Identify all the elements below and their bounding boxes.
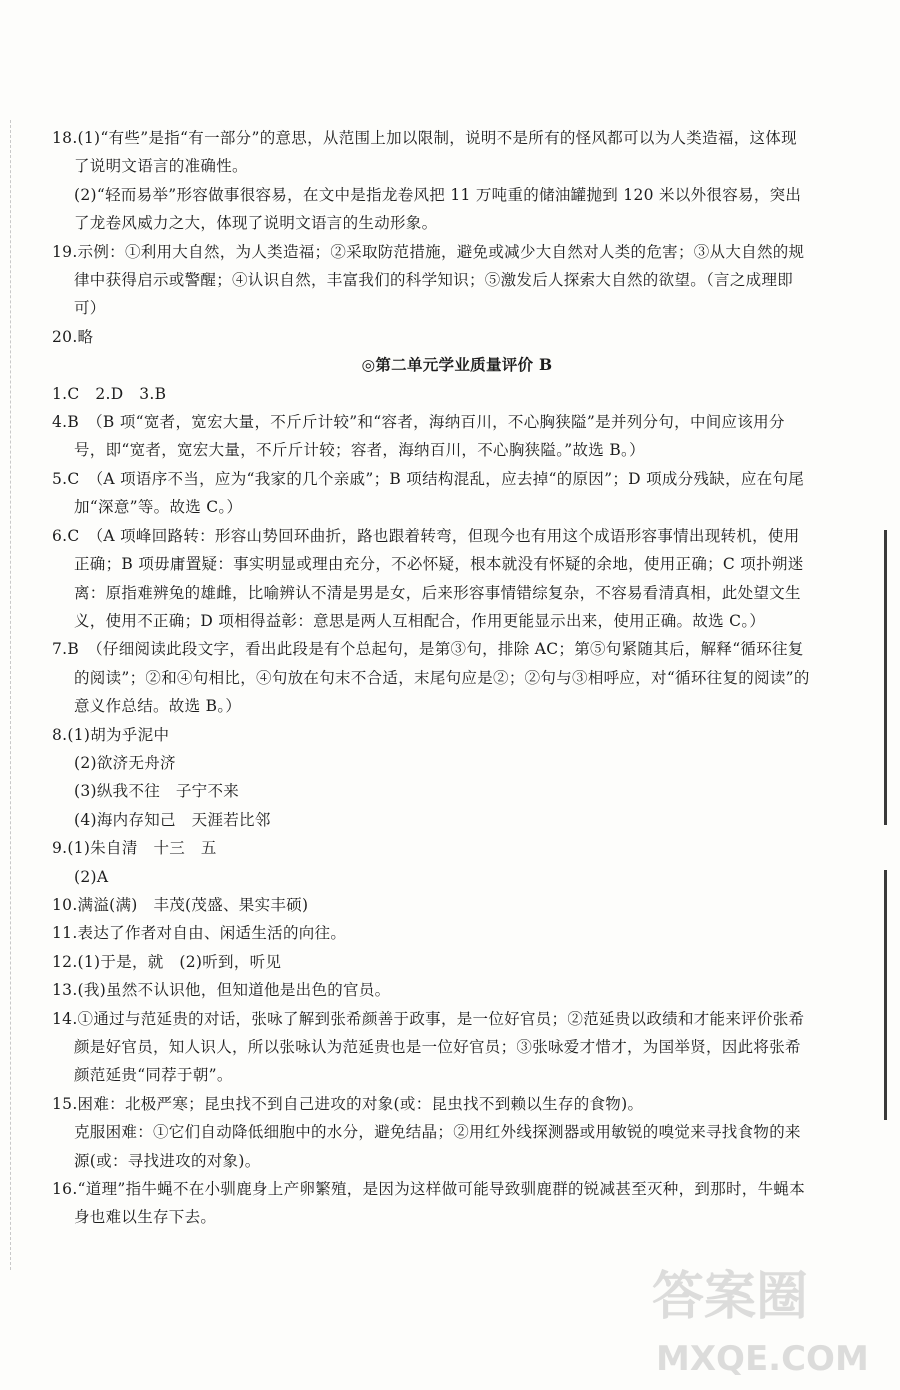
answer-12: 12.(1)于是，就 (2)听到，听见 <box>52 952 282 971</box>
answer-8-4: (4)海内存知己 天涯若比邻 <box>74 810 271 829</box>
watermark-line1: 答案圈 <box>652 1267 809 1327</box>
binding-margin-line <box>10 120 11 1270</box>
answer-13: 13.(我)虽然不认识他，但知道他是出色的官员。 <box>52 981 391 1000</box>
answer-16: 16.“道理”指牛蝇不在小驯鹿身上产卵繁殖，是因为这样做可能导致驯鹿群的锐减甚至灭种，到那时，牛蝇本身也难以生存下去。 <box>52 1180 806 1227</box>
answer-10: 10.满溢(满) 丰茂(茂盛、果实丰硕) <box>52 895 309 914</box>
answer-7: 7.B （仔细阅读此段文字，看出此段是有个总起句，是第③句，排除 AC；第⑤句紧随其后，解释“循环往复的阅读”；②和④句相比，④句放在句末不合适，末尾句应是②；②句与③相呼应，对“循环往复的阅读”的意义作总结。故选 B。） <box>52 640 810 716</box>
answer-15-1: 15.困难：北极严寒；昆虫找不到自己进攻的对象(或：昆虫找不到赖以生存的食物)。 <box>52 1094 644 1113</box>
answer-11: 11.表达了作者对自由、闲适生活的向往。 <box>52 924 347 943</box>
answer-9-1: 9.(1)朱自清 十三 五 <box>52 839 217 858</box>
scan-edge-mark <box>884 530 887 825</box>
answer-15-2: 克服困难：①它们自动降低细胞中的水分，避免结晶；②用红外线探测器或用敏锐的嗅觉来寻找食物的来源(或：寻找进攻的对象)。 <box>74 1123 801 1170</box>
watermark-logo <box>642 1252 882 1382</box>
section-title: ◎第二单元学业质量评价 B <box>361 355 553 375</box>
answer-14: 14.①通过与范延贵的对话，张咏了解到张希颜善于政事，是一位好官员；②范延贵以政绩和才能来评价张希颜是好官员，知人识人，所以张咏认为范延贵也是一位好官员；③张咏爱才惜才，为国举贤，因此将张希颜范延贵“同荐于朝”。 <box>52 1009 805 1085</box>
answer-content <box>52 124 812 1232</box>
answer-20: 20.略 <box>52 327 94 346</box>
watermark-line2: MXQE.COM <box>656 1339 869 1379</box>
answer-8-1: 8.(1)胡为乎泥中 <box>52 725 170 744</box>
answer-18-1: 18.(1)“有些”是指“有一部分”的意思，从范围上加以限制，说明不是所有的怪风都可以为人类造福，这体现了说明文语言的准确性。 <box>52 129 797 176</box>
answer-1-3: 1.C 2.D 3.B <box>52 384 167 403</box>
answer-18-2: (2)“轻而易举”形容做事很容易，在文中是指龙卷风把 11 万吨重的储油罐抛到 120 米以外很容易，突出了龙卷风威力之大，体现了说明文语言的生动形象。 <box>74 185 802 233</box>
answer-4: 4.B （B 项“宽者，宽宏大量，不斤斤计较”和“容者，海纳百川，不心胸狭隘”是并列分句，中间应该用分号，即“宽者，宽宏大量，不斤斤计较；容者，海纳百川，不心胸狭隘。”故选 B。） <box>52 413 785 460</box>
answer-8-2: (2)欲济无舟济 <box>74 753 176 772</box>
answer-19: 19.示例：①利用大自然，为人类造福；②采取防范措施，避免或减少大自然对人类的危害；③从大自然的规律中获得启示或警醒；④认识自然，丰富我们的科学知识；⑤激发后人探索大自然的欲望。（言之成理即可） <box>52 242 805 318</box>
answer-6: 6.C （A 项峰回路转：形容山势回环曲折，路也跟着转弯，但现今也有用这个成语形容事情出现转机，使用正确；B 项毋庸置疑：事实明显或理由充分，不必怀疑，根本就没有怀疑的余地，使用正确；C 项扑朔迷离：原指难辨兔的雄雌，比喻辨认不清是男是女，后来形容事情错综复杂，不容易看清真相，此处望文生义，使用不正确；D 项相得益彰：意思是两人互相配合，作用更能显示出来，使用正确。故选 C。） <box>52 526 804 630</box>
answer-8-3: (3)纵我不往 子宁不来 <box>74 782 240 801</box>
scan-edge-mark <box>884 870 887 1120</box>
answer-9-2: (2)A <box>74 867 109 886</box>
answer-5: 5.C （A 项语序不当，应为“我家的几个亲戚”；B 项结构混乱，应去掉“的原因”；D 项成分残缺，应在句尾加“深意”等。故选 C。） <box>52 469 805 517</box>
